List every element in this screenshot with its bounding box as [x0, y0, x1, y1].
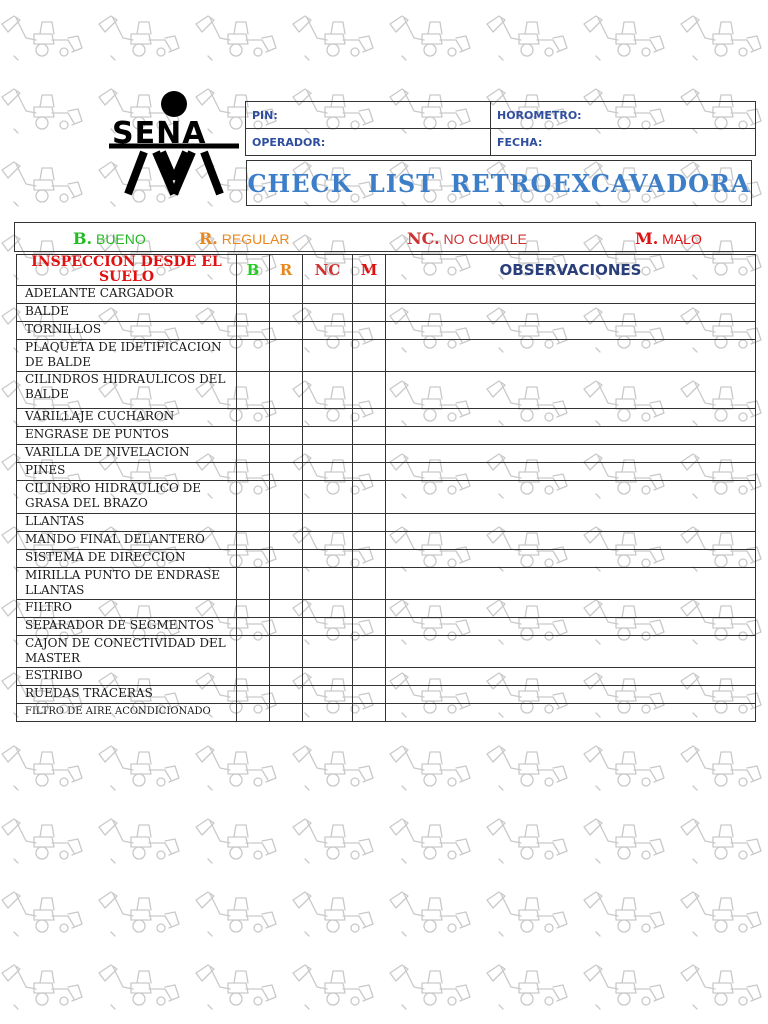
- observaciones-cell[interactable]: [386, 514, 756, 532]
- legend-regular: [199, 229, 289, 248]
- sena-logo-text: SENA: [112, 116, 207, 151]
- observaciones-cell[interactable]: [386, 704, 756, 722]
- table-row: [17, 600, 756, 618]
- inspection-item-label: PLAQUETA DE IDETIFICACION DE BALDE: [17, 340, 237, 372]
- check-cell-nc[interactable]: [303, 550, 353, 568]
- check-cell-nc[interactable]: [303, 286, 353, 304]
- check-cell-b[interactable]: [237, 704, 270, 722]
- inspection-item-label: LLANTAS: [17, 514, 237, 532]
- check-cell-m[interactable]: [353, 686, 386, 704]
- sena-logo: [104, 90, 242, 200]
- table-row: [17, 568, 756, 600]
- observaciones-cell[interactable]: [386, 427, 756, 445]
- check-cell-nc[interactable]: [303, 618, 353, 636]
- check-cell-b[interactable]: [237, 322, 270, 340]
- column-header-nc: NC: [303, 255, 353, 286]
- check-cell-nc[interactable]: [303, 427, 353, 445]
- observaciones-cell[interactable]: [386, 340, 756, 372]
- legend-bueno: [73, 229, 146, 248]
- observaciones-cell[interactable]: [386, 304, 756, 322]
- inspection-item-label: FILTRO DE AIRE ACONDICIONADO: [17, 704, 237, 722]
- check-cell-b[interactable]: [237, 550, 270, 568]
- check-cell-nc[interactable]: [303, 372, 353, 409]
- check-cell-b[interactable]: [237, 514, 270, 532]
- check-cell-nc[interactable]: [303, 340, 353, 372]
- check-cell-nc[interactable]: [303, 704, 353, 722]
- check-cell-r[interactable]: [270, 686, 303, 704]
- observaciones-cell[interactable]: [386, 481, 756, 514]
- check-cell-nc[interactable]: [303, 532, 353, 550]
- check-cell-nc[interactable]: [303, 481, 353, 514]
- check-cell-nc[interactable]: [303, 668, 353, 686]
- inspection-item-label: PINES: [17, 463, 237, 481]
- check-cell-m[interactable]: [353, 286, 386, 304]
- inspection-item-label: FILTRO: [17, 600, 237, 618]
- inspection-item-label: VARILLA DE NIVELACION: [17, 445, 237, 463]
- check-cell-b[interactable]: [237, 481, 270, 514]
- inspection-item-label: CILINDRO HIDRAULICO DE GRASA DEL BRAZO: [17, 481, 237, 514]
- inspection-table: [16, 254, 756, 722]
- observaciones-cell[interactable]: [386, 550, 756, 568]
- inspection-item-label: CILINDROS HIDRAULICOS DEL BALDE: [17, 372, 237, 409]
- inspection-item-label: CAJON DE CONECTIVIDAD DEL MASTER: [17, 636, 237, 668]
- check-cell-m[interactable]: [353, 304, 386, 322]
- table-row: [17, 427, 756, 445]
- inspection-item-label: SEPARADOR DE SEGMENTOS: [17, 618, 237, 636]
- column-header-r: R: [270, 255, 303, 286]
- observaciones-cell[interactable]: [386, 409, 756, 427]
- operador-label: OPERADOR:: [252, 135, 326, 149]
- table-row: [17, 463, 756, 481]
- horometro-field[interactable]: [491, 102, 756, 129]
- check-cell-m[interactable]: [353, 372, 386, 409]
- inspection-item-label: VARILLAJE CUCHARON: [17, 409, 237, 427]
- observaciones-cell[interactable]: [386, 618, 756, 636]
- inspection-item-label: ADELANTE CARGADOR: [17, 286, 237, 304]
- check-cell-b[interactable]: [237, 427, 270, 445]
- check-cell-b[interactable]: [237, 532, 270, 550]
- page-title: CHECK LIST RETROEXCAVADORA: [247, 168, 751, 198]
- check-cell-b[interactable]: [237, 340, 270, 372]
- table-row: [17, 286, 756, 304]
- observaciones-cell[interactable]: [386, 463, 756, 481]
- operador-field[interactable]: [246, 129, 491, 156]
- check-cell-r[interactable]: [270, 445, 303, 463]
- check-cell-m[interactable]: [353, 427, 386, 445]
- horometro-label: HOROMETRO:: [497, 108, 582, 122]
- check-cell-b[interactable]: [237, 636, 270, 668]
- table-row: [17, 445, 756, 463]
- table-row: [17, 322, 756, 340]
- check-cell-b[interactable]: [237, 463, 270, 481]
- fecha-label: FECHA:: [497, 135, 543, 149]
- check-cell-m[interactable]: [353, 704, 386, 722]
- check-cell-m[interactable]: [353, 322, 386, 340]
- table-row: [17, 532, 756, 550]
- check-cell-m[interactable]: [353, 618, 386, 636]
- check-cell-r[interactable]: [270, 550, 303, 568]
- legend-malo: [635, 229, 702, 248]
- legend-text: BUENO: [95, 231, 146, 247]
- check-cell-b[interactable]: [237, 600, 270, 618]
- check-cell-m[interactable]: [353, 463, 386, 481]
- check-cell-b[interactable]: [237, 286, 270, 304]
- check-cell-r[interactable]: [270, 704, 303, 722]
- check-cell-r[interactable]: [270, 427, 303, 445]
- check-cell-r[interactable]: [270, 514, 303, 532]
- column-header-m: M: [353, 255, 386, 286]
- table-row: [17, 409, 756, 427]
- inspection-item-label: SISTEMA DE DIRECCION: [17, 550, 237, 568]
- table-row: [17, 514, 756, 532]
- table-row: [17, 618, 756, 636]
- check-cell-b[interactable]: [237, 568, 270, 600]
- legend-text: REGULAR: [221, 231, 290, 247]
- check-cell-r[interactable]: [270, 340, 303, 372]
- check-cell-nc[interactable]: [303, 568, 353, 600]
- check-cell-b[interactable]: [237, 304, 270, 322]
- check-cell-m[interactable]: [353, 550, 386, 568]
- legend-code: M.: [635, 229, 659, 248]
- observaciones-cell[interactable]: [386, 322, 756, 340]
- check-cell-r[interactable]: [270, 668, 303, 686]
- check-cell-nc[interactable]: [303, 636, 353, 668]
- check-cell-nc[interactable]: [303, 514, 353, 532]
- check-cell-r[interactable]: [270, 409, 303, 427]
- check-cell-b[interactable]: [237, 409, 270, 427]
- observaciones-cell[interactable]: [386, 532, 756, 550]
- check-cell-nc[interactable]: [303, 686, 353, 704]
- legend-code: B.: [73, 229, 93, 248]
- check-cell-nc[interactable]: [303, 600, 353, 618]
- check-cell-r[interactable]: [270, 372, 303, 409]
- table-row: [17, 704, 756, 722]
- check-cell-m[interactable]: [353, 668, 386, 686]
- inspection-item-label: RUEDAS TRACERAS: [17, 686, 237, 704]
- fecha-field[interactable]: [491, 129, 756, 156]
- check-cell-r[interactable]: [270, 600, 303, 618]
- legend-code: NC.: [407, 229, 440, 248]
- column-header-inspeccion: INSPECCION DESDE EL SUELO: [17, 255, 237, 286]
- check-cell-m[interactable]: [353, 445, 386, 463]
- table-row: [17, 686, 756, 704]
- inspection-item-label: ENGRASE DE PUNTOS: [17, 427, 237, 445]
- check-cell-r[interactable]: [270, 481, 303, 514]
- observaciones-cell[interactable]: [386, 372, 756, 409]
- observaciones-cell[interactable]: [386, 636, 756, 668]
- table-row: [17, 636, 756, 668]
- check-cell-r[interactable]: [270, 286, 303, 304]
- legend-no-cumple: [407, 229, 527, 248]
- inspection-item-label: ESTRIBO: [17, 668, 237, 686]
- table-row: [17, 340, 756, 372]
- check-cell-nc[interactable]: [303, 322, 353, 340]
- check-cell-m[interactable]: [353, 481, 386, 514]
- header-info-table: [245, 101, 756, 156]
- observaciones-cell[interactable]: [386, 286, 756, 304]
- legend-text: NO CUMPLE: [443, 231, 527, 247]
- check-cell-r[interactable]: [270, 568, 303, 600]
- check-cell-m[interactable]: [353, 568, 386, 600]
- legend-bar: [14, 222, 756, 252]
- check-cell-nc[interactable]: [303, 304, 353, 322]
- inspection-item-label: MANDO FINAL DELANTERO: [17, 532, 237, 550]
- legend-text: MALO: [662, 231, 702, 247]
- table-row: [17, 481, 756, 514]
- check-cell-r[interactable]: [270, 463, 303, 481]
- check-cell-b[interactable]: [237, 686, 270, 704]
- title-box: [246, 160, 752, 206]
- column-header-b: B: [237, 255, 270, 286]
- inspection-item-label: BALDE: [17, 304, 237, 322]
- observaciones-cell[interactable]: [386, 668, 756, 686]
- check-cell-nc[interactable]: [303, 409, 353, 427]
- table-row: [17, 372, 756, 409]
- observaciones-cell[interactable]: [386, 568, 756, 600]
- table-row: [17, 550, 756, 568]
- check-cell-b[interactable]: [237, 618, 270, 636]
- check-cell-r[interactable]: [270, 532, 303, 550]
- pin-label: PIN:: [252, 108, 278, 122]
- check-cell-m[interactable]: [353, 636, 386, 668]
- check-cell-m[interactable]: [353, 340, 386, 372]
- legend-code: R.: [199, 229, 218, 248]
- check-cell-nc[interactable]: [303, 463, 353, 481]
- check-cell-r[interactable]: [270, 618, 303, 636]
- check-cell-m[interactable]: [353, 514, 386, 532]
- inspection-item-label: TORNILLOS: [17, 322, 237, 340]
- check-cell-r[interactable]: [270, 304, 303, 322]
- check-cell-r[interactable]: [270, 636, 303, 668]
- column-header-observaciones: OBSERVACIONES: [386, 255, 756, 286]
- check-cell-b[interactable]: [237, 445, 270, 463]
- pin-field[interactable]: [246, 102, 491, 129]
- observaciones-cell[interactable]: [386, 686, 756, 704]
- inspection-item-label: MIRILLA PUNTO DE ENDRASE LLANTAS: [17, 568, 237, 600]
- observaciones-cell[interactable]: [386, 600, 756, 618]
- observaciones-cell[interactable]: [386, 445, 756, 463]
- check-cell-r[interactable]: [270, 322, 303, 340]
- check-cell-m[interactable]: [353, 532, 386, 550]
- table-row: [17, 668, 756, 686]
- check-cell-b[interactable]: [237, 668, 270, 686]
- check-cell-m[interactable]: [353, 409, 386, 427]
- check-cell-m[interactable]: [353, 600, 386, 618]
- table-row: [17, 304, 756, 322]
- check-cell-b[interactable]: [237, 372, 270, 409]
- check-cell-nc[interactable]: [303, 445, 353, 463]
